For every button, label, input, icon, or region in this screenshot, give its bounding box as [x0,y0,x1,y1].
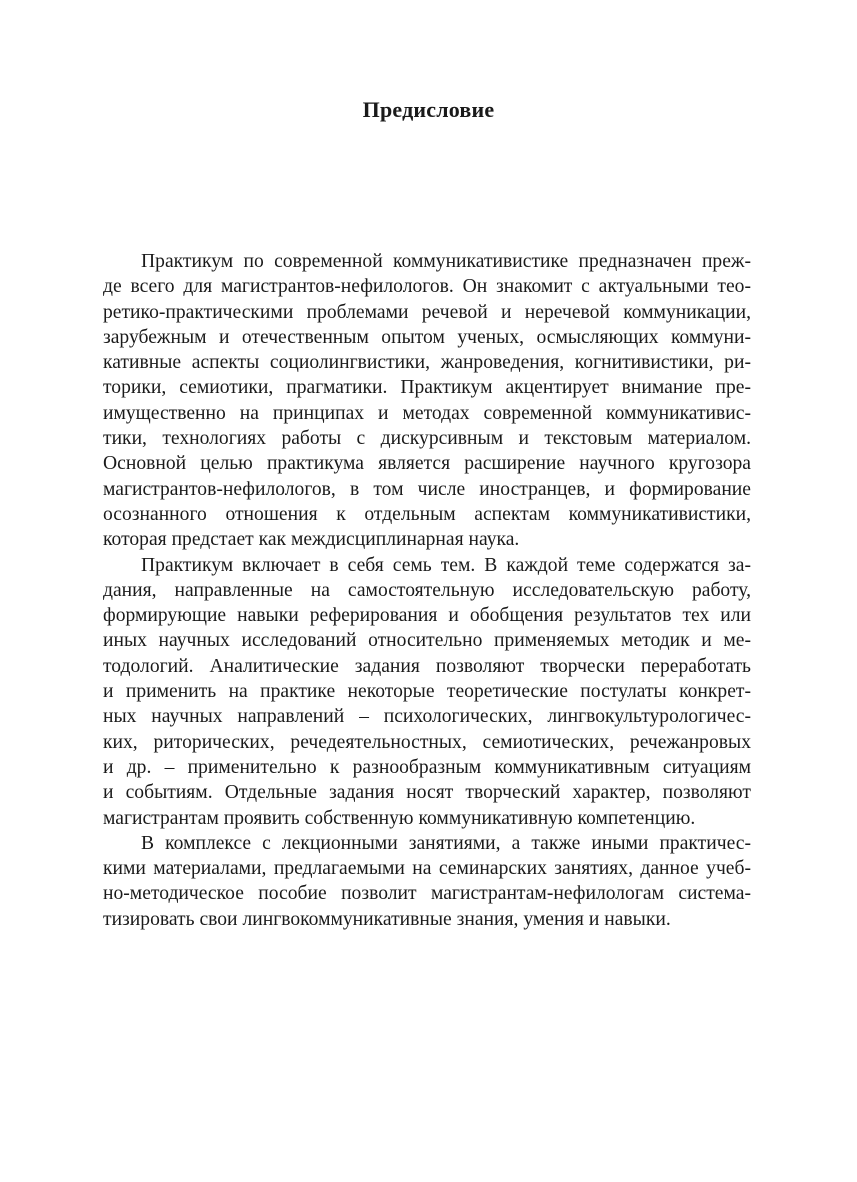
text-line: формирующие навыки реферирования и обобщения результатов тех или [103,605,751,627]
paragraph-1 [103,249,751,553]
paragraph-3 [103,831,751,932]
text-line: и событиям. Отдельные задания носят творческий характер, позволяют [103,782,751,804]
text-line: Практикум включает в себя семь тем. В каждой теме содержатся за- [141,554,751,576]
text-line: Основной целью практикума является расширение научного кругозора [103,453,751,475]
text-line: тизировать свои лингвокоммуникативные знания, умения и навыки. [103,908,671,930]
text-line: имущественно на принципах и методах современной коммуникативис- [103,402,751,424]
text-line: В комплексе с лекционными занятиями, а также иными практичес- [141,832,751,854]
text-line: кими материалами, предлагаемыми на семинарских занятиях, данное учеб- [103,858,751,880]
text-line: и др. – применительно к разнообразным коммуникативным ситуациям [103,756,751,778]
text-line: магистрантам проявить собственную коммуникативную компетенцию. [103,807,696,829]
text-line: торики, семиотики, прагматики. Практикум акцентирует внимание пре- [103,377,751,399]
text-line: которая предстает как междисциплинарная наука. [103,529,520,551]
text-line: кативные аспекты социолингвистики, жанроведения, когнитивистики, ри- [103,352,751,374]
preface-body [103,249,751,932]
text-line: ких, риторических, речедеятельностных, семиотических, речежанровых [103,731,751,753]
paragraph-2 [103,553,751,831]
text-line: иных научных исследований относительно применяемых методик и ме- [103,630,751,652]
text-line: магистрантов-нефилологов, в том числе иностранцев, и формирование [103,478,751,500]
text-line: но-методическое пособие позволит магистрантам-нефилологам система- [103,883,751,905]
text-line: тодологий. Аналитические задания позволяют творчески переработать [103,655,751,677]
page-title: Предисловие [362,97,495,122]
text-line: ретико-практическими проблемами речевой и неречевой коммуникации, [103,301,751,323]
text-line: зарубежным и отечественным опытом ученых, осмысляющих коммуни- [103,326,751,348]
text-line: ных научных направлений – психологических, лингвокультурологичес- [103,706,751,728]
text-line: и применить на практике некоторые теоретические постулаты конкрет- [103,681,751,703]
text-line: дания, направленные на самостоятельную исследовательскую работу, [103,579,751,601]
text-line: тики, технологиях работы с дискурсивным и текстовым материалом. [103,428,751,450]
text-line: Практикум по современной коммуникативистике предназначен преж- [141,251,751,272]
text-line: де всего для магистрантов-нефилологов. Он знакомит с актуальными тео- [103,276,751,298]
text-line: осознанного отношения к отдельным аспектам коммуникативистики, [103,503,751,525]
